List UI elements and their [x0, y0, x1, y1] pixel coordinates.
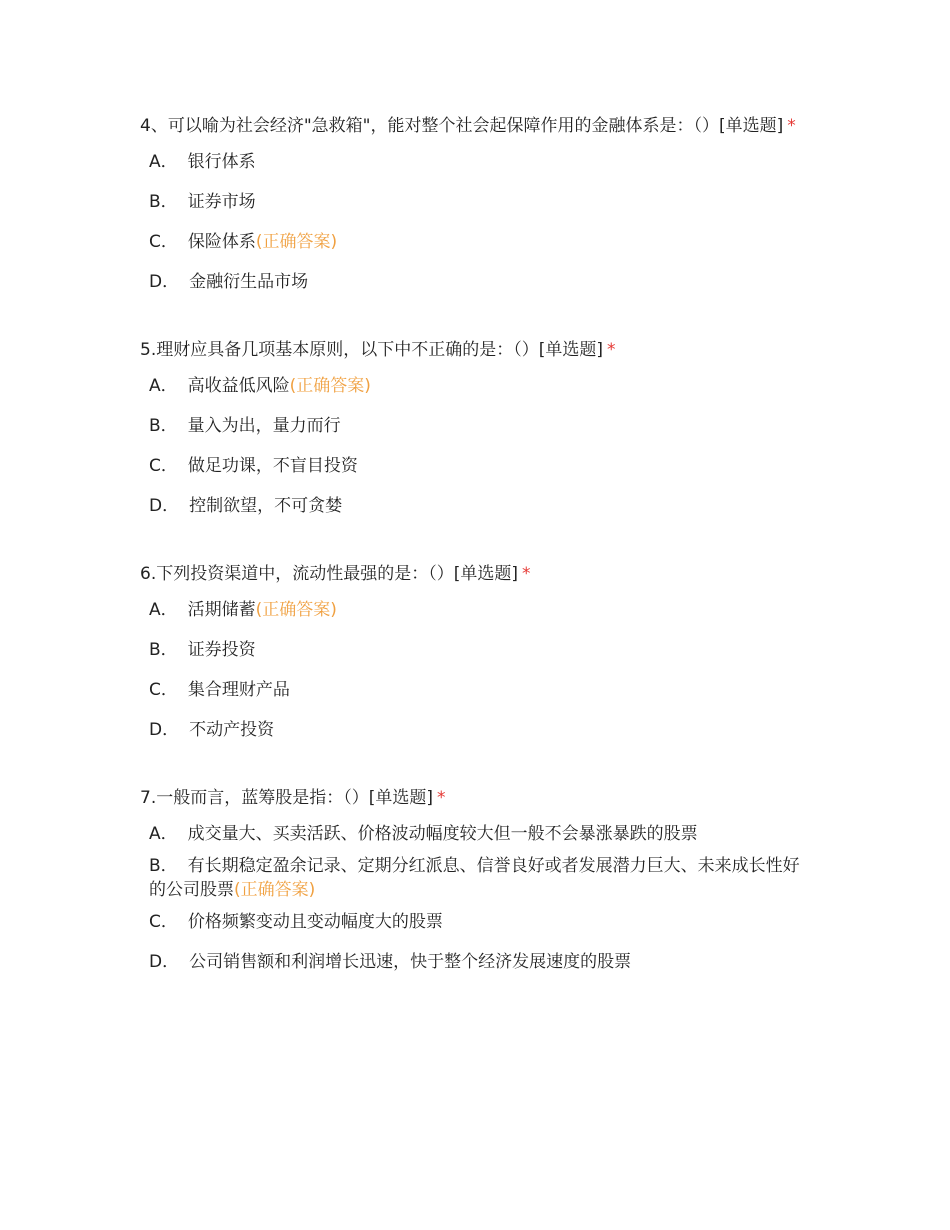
option-letter: B． — [149, 640, 178, 660]
correct-answer-marker: (正确答案) — [234, 880, 316, 900]
option-text: 控制欲望，不可贪婪 — [189, 496, 343, 516]
question-title — [140, 780, 815, 816]
option-c[interactable] — [149, 230, 815, 254]
option-c[interactable] — [149, 910, 815, 934]
option-b[interactable] — [149, 190, 815, 214]
option-d[interactable] — [149, 718, 815, 742]
option-letter: B． — [149, 856, 178, 876]
option-text: 证券市场 — [187, 192, 256, 212]
option-d[interactable] — [149, 270, 815, 294]
option-text: 集合理财产品 — [187, 680, 290, 700]
quiz-page — [140, 108, 815, 1012]
required-mark: * — [606, 340, 616, 360]
option-text: 价格频繁变动且变动幅度大的股票 — [187, 912, 443, 932]
question-title — [140, 556, 815, 592]
option-letter: D． — [149, 272, 180, 292]
option-text: 公司销售额和利润增长迅速，快于整个经济发展速度的股票 — [189, 952, 632, 972]
option-letter: B． — [149, 416, 178, 436]
option-letter: D． — [149, 496, 180, 516]
option-letter: C． — [149, 912, 178, 932]
question-text: 7.一般而言，蓝筹股是指：（）[单选题] — [140, 788, 433, 808]
option-letter: A． — [149, 376, 178, 396]
question-7 — [140, 780, 815, 974]
option-text: 证券投资 — [187, 640, 256, 660]
question-6 — [140, 556, 815, 742]
option-c[interactable] — [149, 454, 815, 478]
correct-answer-marker: (正确答案) — [255, 232, 338, 252]
option-letter: D． — [149, 952, 180, 972]
question-4 — [140, 108, 815, 294]
option-letter: A． — [149, 824, 178, 844]
required-mark: * — [787, 116, 796, 136]
option-letter: C． — [149, 456, 178, 476]
option-a[interactable] — [149, 374, 815, 398]
option-c[interactable] — [149, 678, 815, 702]
option-text: 有长期稳定盈余记录、定期分红派息、信誉良好或者发展潜力巨大、未来成长性好的公司股票 — [149, 856, 800, 900]
question-title — [140, 108, 815, 144]
option-text: 高收益低风险 — [187, 376, 290, 396]
option-a[interactable] — [149, 822, 815, 846]
correct-answer-marker: (正确答案) — [255, 600, 337, 620]
question-5 — [140, 332, 815, 518]
question-text: 6.下列投资渠道中，流动性最强的是：（）[单选题] — [140, 564, 518, 584]
option-d[interactable] — [149, 950, 815, 974]
option-text: 保险体系 — [187, 232, 256, 252]
option-letter: B． — [149, 192, 178, 212]
option-letter: D． — [149, 720, 180, 740]
option-text: 银行体系 — [187, 152, 256, 172]
option-b[interactable] — [149, 854, 815, 902]
option-text: 量入为出，量力而行 — [187, 416, 341, 436]
required-mark: * — [521, 564, 531, 584]
required-mark: * — [436, 788, 446, 808]
option-letter: A． — [149, 600, 178, 620]
option-text: 不动产投资 — [189, 720, 275, 740]
option-b[interactable] — [149, 638, 815, 662]
option-text: 成交量大、买卖活跃、价格波动幅度较大但一般不会暴涨暴跌的股票 — [187, 824, 698, 844]
option-letter: C． — [149, 680, 178, 700]
option-letter: A． — [149, 152, 178, 172]
option-a[interactable] — [149, 598, 815, 622]
option-text: 活期储蓄 — [187, 600, 256, 620]
option-b[interactable] — [149, 414, 815, 438]
question-text: 4、可以喻为社会经济"急救箱"，能对整个社会起保障作用的金融体系是：（）[单选题] — [140, 116, 784, 136]
option-d[interactable] — [149, 494, 815, 518]
option-letter: C． — [149, 232, 178, 252]
correct-answer-marker: (正确答案) — [289, 376, 371, 396]
question-text: 5.理财应具备几项基本原则，以下中不正确的是：（）[单选题] — [140, 340, 603, 360]
option-a[interactable] — [149, 150, 815, 174]
option-text: 做足功课，不盲目投资 — [187, 456, 358, 476]
question-title — [140, 332, 815, 368]
option-text: 金融衍生品市场 — [189, 272, 309, 292]
